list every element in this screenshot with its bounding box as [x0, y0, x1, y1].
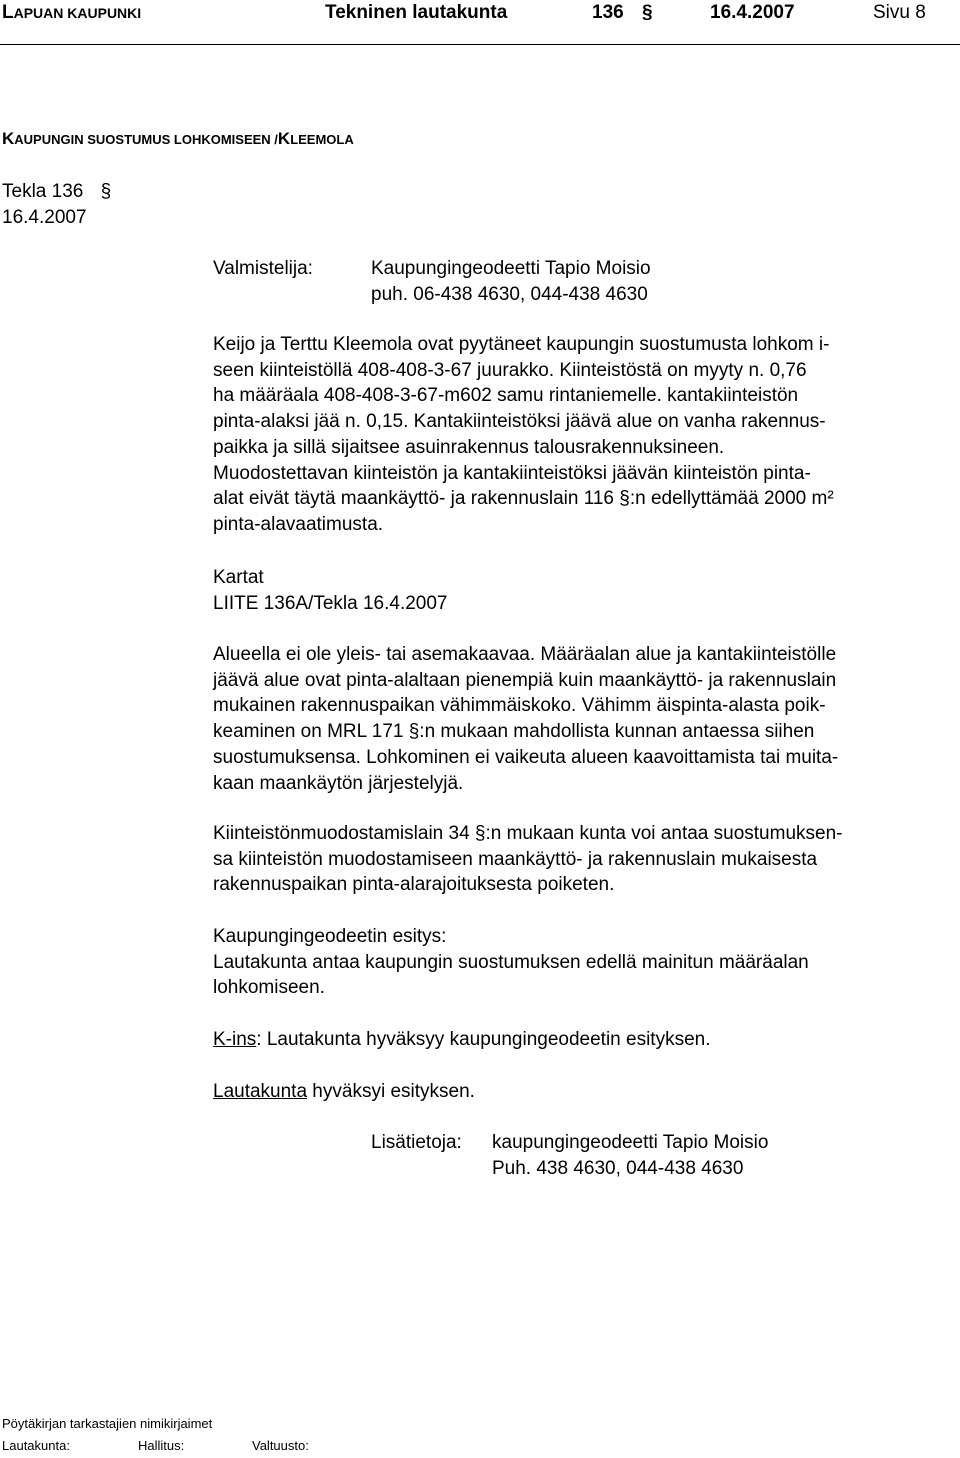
paragraph-line: rakennuspaikan pinta-alarajoituksesta poiketen. — [213, 874, 615, 896]
header-divider — [0, 44, 960, 45]
header-page-number: Sivu 8 — [873, 2, 926, 23]
header-date: 16.4.2007 — [710, 2, 795, 23]
preparer-name: Kaupungingeodeetti Tapio Moisio — [371, 258, 651, 279]
paragraph-line: Kiinteistönmuodostamislain 34 §:n mukaan kunta voi antaa suostumuksen- — [213, 823, 843, 844]
maps-label: Kartat — [213, 567, 264, 588]
footer-council-label: Valtuusto: — [252, 1438, 309, 1453]
proposal-label: Kaupungingeodeetin esitys: — [213, 926, 447, 947]
paragraph-line: pinta-alavaatimusta. — [213, 513, 384, 535]
proposal-line: lohkomiseen. — [213, 977, 325, 999]
paragraph-line: Keijo ja Terttu Kleemola ovat pyytäneet kaupungin suostumusta lohkom i- — [213, 334, 830, 355]
paragraph-line: keaminen on MRL 171 §:n mukaan mahdollista kunnan antaessa siihen — [213, 721, 815, 743]
paragraph-zoning — [213, 642, 953, 796]
paragraph-line: kaan maankäytön järjestelyjä. — [213, 772, 464, 794]
paragraph-line: seen kiinteistöllä 408-408-3-67 juurakko. Kiinteistöstä on myyty n. 0,76 — [213, 359, 807, 381]
paragraph-line: paikka ja sillä sijaitsee asuinrakennus talousrakennuksineen. — [213, 436, 725, 458]
paragraph-line: alat eivät täytä maankäyttö- ja rakennuslain 116 §:n edellyttämää 2000 m² — [213, 488, 834, 510]
header-organization: LAPUAN KAUPUNKI — [2, 2, 142, 23]
footer-government-label: Hallitus: — [138, 1438, 185, 1453]
proposal — [213, 924, 953, 1001]
kins-label: K-ins — [213, 1029, 257, 1050]
paragraph-line: suostumuksensa. Lohkominen ei vaikeuta alueen kaavoittamista tai muita- — [213, 746, 839, 768]
section-title: KAUPUNGIN SUOSTUMUS LOHKOMISEEN /KLEEMOLA — [2, 129, 354, 148]
footer-board-label: Lautakunta: — [2, 1438, 70, 1453]
paragraph-line: Muodostettavan kiinteistön ja kantakiinteistöksi jäävän kiinteistön pinta- — [213, 462, 811, 484]
proposal-line: Lautakunta antaa kaupungin suostumuksen edellä mainitun määräalan — [213, 951, 809, 973]
paragraph-line: Alueella ei ole yleis- tai asemakaavaa. Määräalan alue ja kantakiinteistölle — [213, 644, 837, 665]
decision-label: Lautakunta — [213, 1081, 308, 1102]
info-label: Lisätietoja: — [371, 1132, 462, 1153]
header-section-number: 136 — [592, 2, 624, 23]
info-name: kaupungingeodeetti Tapio Moisio — [492, 1132, 769, 1153]
reference-date: 16.4.2007 — [2, 207, 87, 228]
paragraph-line: mukainen rakennuspaikan vähimmäiskoko. Vähimm äispinta-alasta poik- — [213, 695, 826, 717]
reference-line-1: Tekla 136 § — [2, 181, 112, 202]
preparer-phone: puh. 06-438 4630, 044-438 4630 — [371, 284, 648, 305]
paragraph-line: jäävä alue ovat pinta-alaltaan pienempiä kuin maankäyttö- ja rakennuslain — [213, 669, 837, 691]
paragraph-line: sa kiinteistön muodostamiseen maankäyttö- ja rakennuslain mukaisesta — [213, 848, 818, 870]
decision-statement: Lautakunta hyväksyi esityksen. — [213, 1081, 475, 1102]
info-phone: Puh. 438 4630, 044-438 4630 — [492, 1158, 744, 1179]
header-section-sign: § — [642, 2, 653, 23]
kins-statement: K-ins: Lautakunta hyväksyy kaupungingeodeetin esityksen. — [213, 1029, 711, 1050]
attachment-reference: LIITE 136A/Tekla 16.4.2007 — [213, 593, 448, 614]
footer-signatures-label: Pöytäkirjan tarkastajien nimikirjaimet — [2, 1416, 213, 1431]
header-board: Tekninen lautakunta — [325, 2, 508, 23]
paragraph-line: ha määräala 408-408-3-67-m602 samu rintaniemelle. kantakiinteistön — [213, 385, 799, 407]
preparer-label: Valmistelija: — [213, 258, 313, 279]
paragraph-line: pinta-alaksi jää n. 0,15. Kantakiinteistöksi jäävä alue on vanha rakennus- — [213, 411, 826, 433]
paragraph-application — [213, 332, 953, 538]
paragraph-law — [213, 821, 953, 898]
